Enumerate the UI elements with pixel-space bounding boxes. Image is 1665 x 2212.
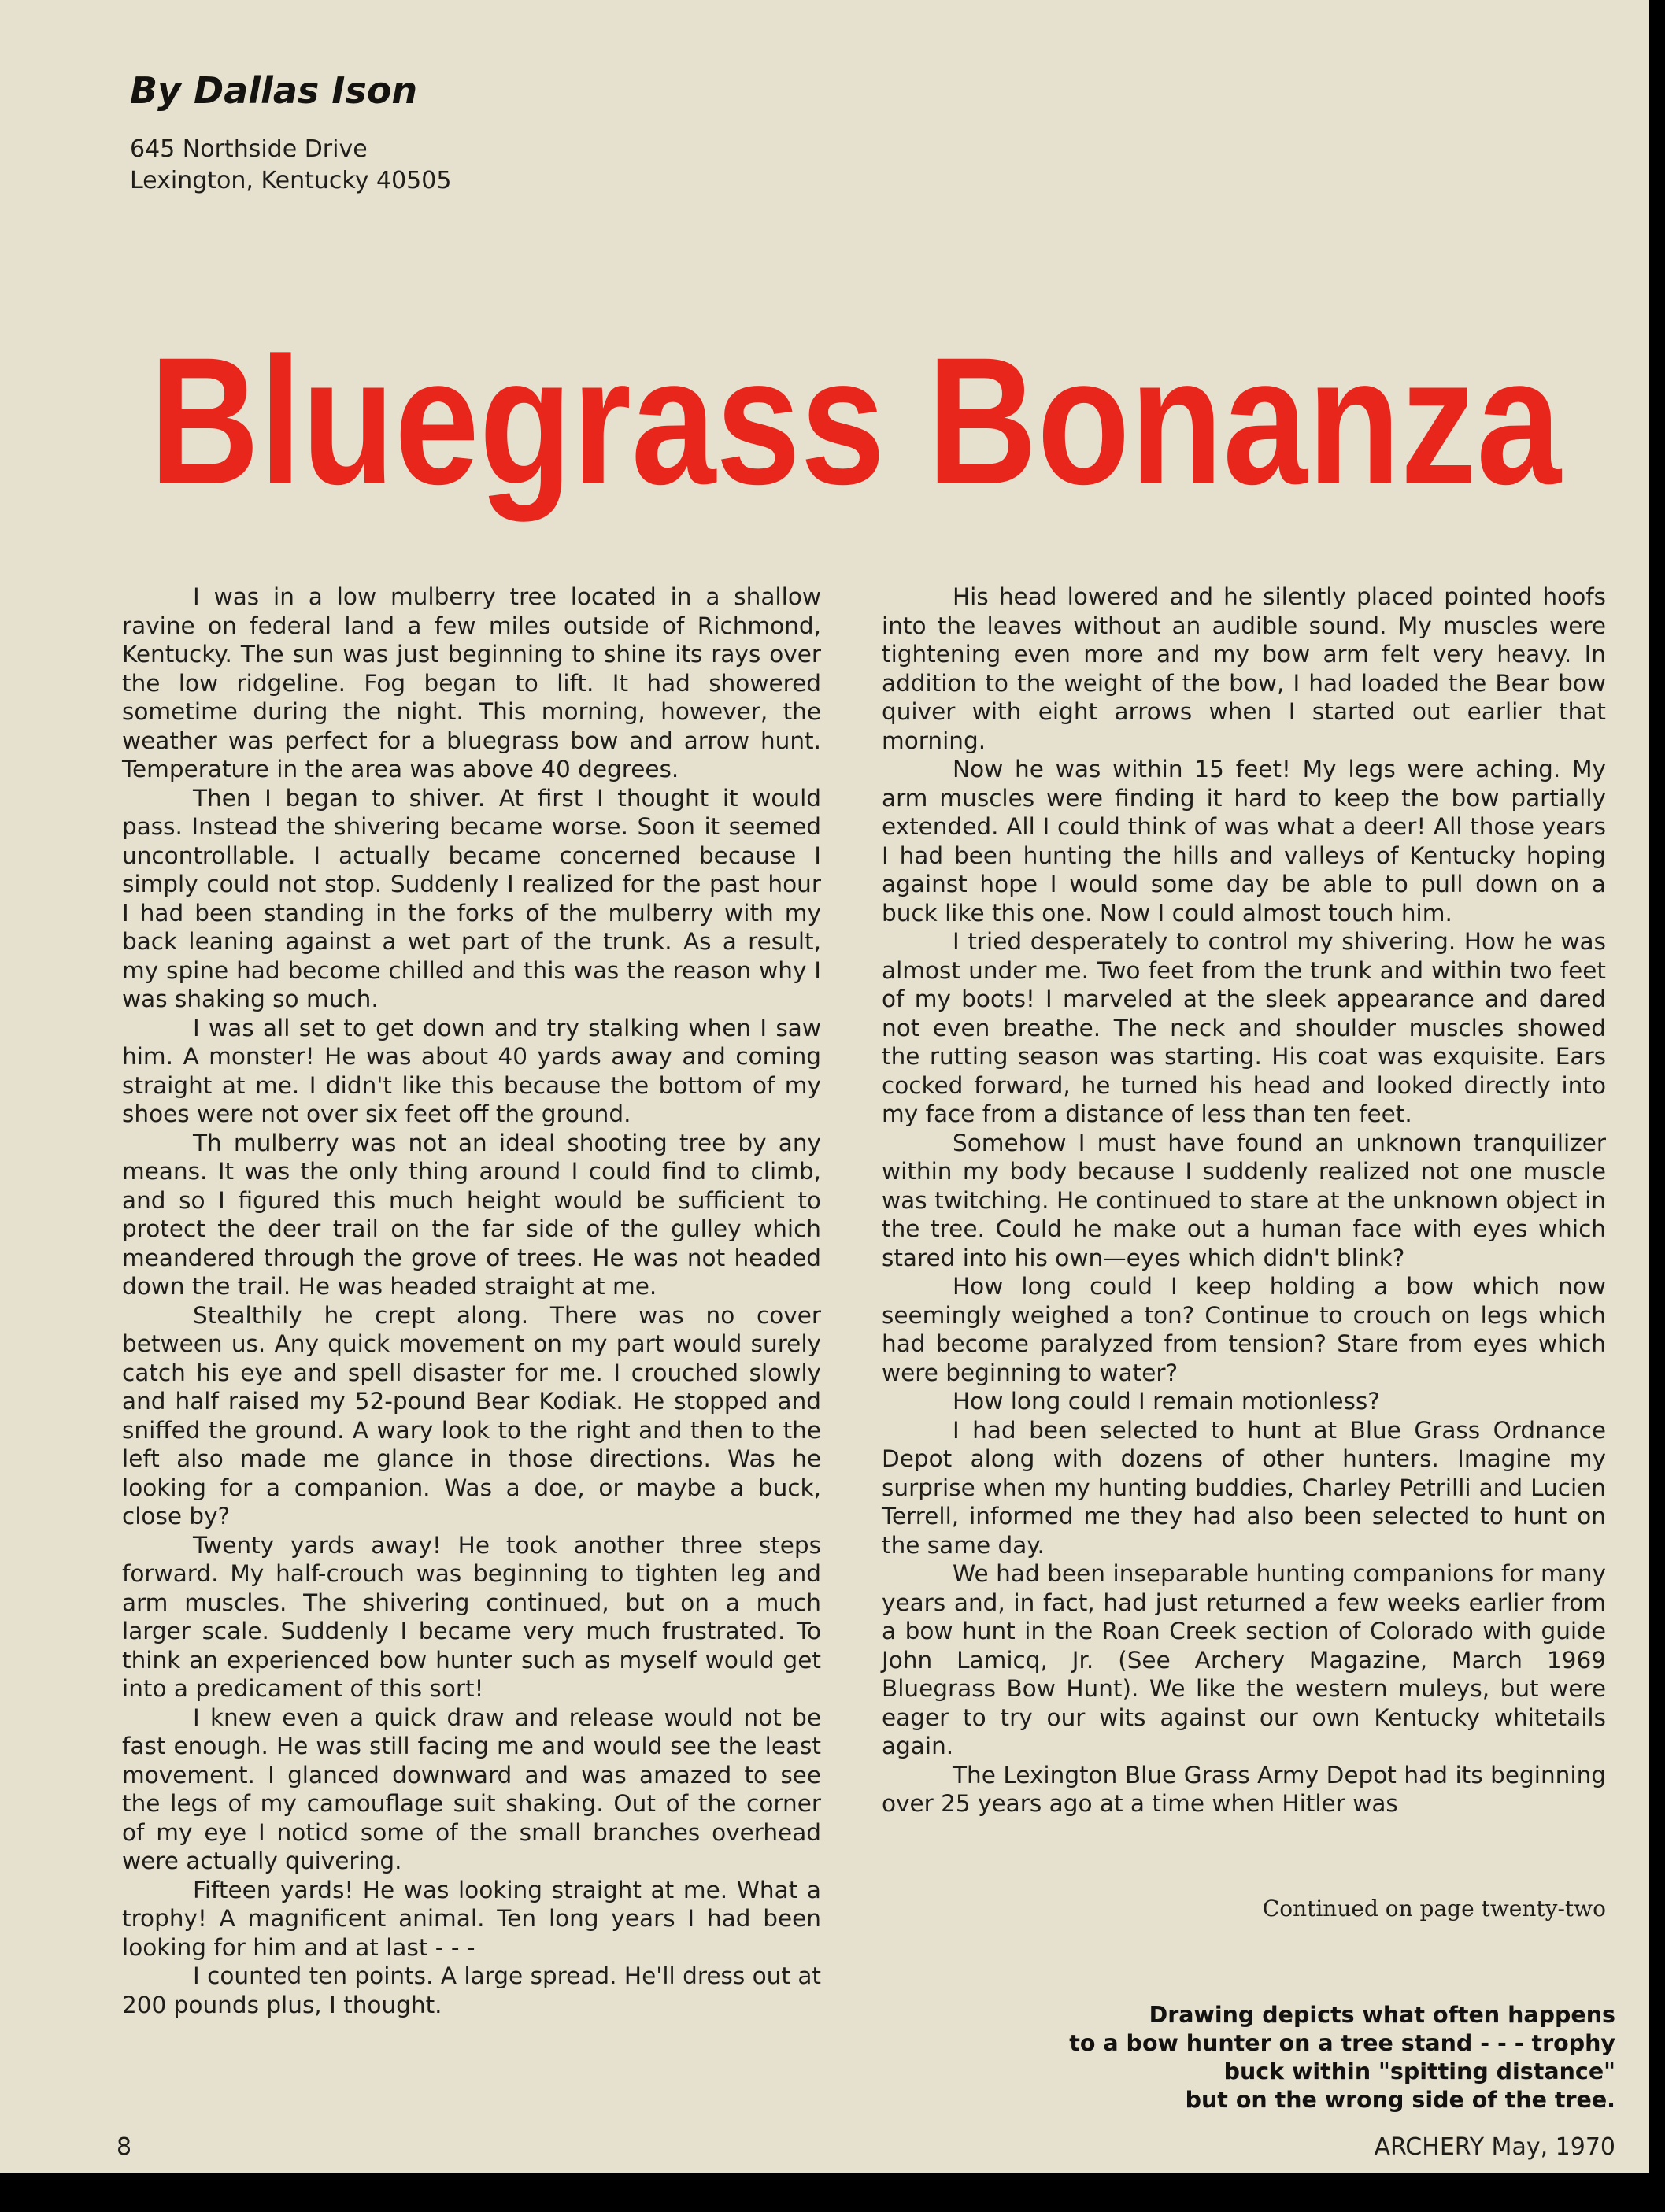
caption-line: to a bow hunter on a tree stand - - - trophy bbox=[1069, 2030, 1615, 2056]
article-paragraph: We had been inseparable hunting companions for many years and, in fact, had just returned a few weeks earlier from a bow hunt in the Roan Creek section of Colorado with guide John Lamicq, Jr. (See Archery Magazine, March 1969 Bluegrass Bow Hunt). We like the western muleys, but were eager to try our wits against our own Kentucky whitetails again. bbox=[882, 1560, 1606, 1759]
illustration-caption bbox=[976, 2001, 1615, 2114]
article-paragraph: I counted ten points. A large spread. He'll dress out at 200 pounds plus, I thought. bbox=[122, 1962, 821, 2018]
magazine-footer: ARCHERY May, 1970 bbox=[1374, 2133, 1615, 2161]
page-number: 8 bbox=[117, 2133, 132, 2161]
address-line: Lexington, Kentucky 40505 bbox=[130, 167, 452, 194]
article-paragraph: Fifteen yards! He was looking straight at me. What a trophy! A magnificent animal. Ten long years I had been looking for him and at last - - - bbox=[122, 1876, 821, 1961]
article-paragraph: I tried desperately to control my shivering. How he was almost under me. Two feet from the trunk and within two feet of my boots! I marveled at the sleek appearance and dared not even breathe. The neck and shoulder muscles showed the rutting season was starting. His coat was exquisite. Ears cocked forward, he turned his head and looked directly into my face from a distance of less than ten feet. bbox=[882, 928, 1606, 1127]
continued-note: Continued on page twenty-two bbox=[1262, 1896, 1606, 1922]
article-paragraph: I had been selected to hunt at Blue Grass Ordnance Depot along with dozens of other hunters. Imagine my surprise when my hunting buddies, Charley Petrilli and Lucien Terrell, informed me they had also been selected to hunt on the same day. bbox=[882, 1416, 1606, 1559]
caption-line: but on the wrong side of the tree. bbox=[1185, 2087, 1615, 2113]
article-column-right bbox=[882, 583, 1606, 1818]
article-headline: Bluegrass Bonanza bbox=[150, 320, 1561, 522]
article-column-left bbox=[122, 583, 821, 2019]
article-paragraph: How long could I keep holding a bow which now seemingly weighed a ton? Continue to crouch on legs which had become paralyzed from tension? Stare from eyes which were beginning to water? bbox=[882, 1273, 1606, 1386]
address-line: 645 Northside Drive bbox=[130, 135, 368, 163]
article-paragraph: Somehow I must have found an unknown tranquilizer within my body because I suddenly realized not one muscle was twitching. He continued to stare at the unknown object in the tree. Could he make out a human face with eyes which stared into his own—eyes which didn't blink? bbox=[882, 1129, 1606, 1271]
article-paragraph: Twenty yards away! He took another three steps forward. My half-crouch was beginning to tighten leg and arm muscles. The shivering continued, but on a much larger scale. Suddenly I became very much frustrated. To think an experienced bow hunter such as myself would get into a predicament of this sort! bbox=[122, 1531, 821, 1702]
author-byline: By Dallas Ison bbox=[130, 69, 418, 112]
article-paragraph: Then I began to shiver. At first I thought it would pass. Instead the shivering became worse. Soon it seemed uncontrollable. I actually became concerned because I simply could not stop. Suddenly I realized for the past hour I had been standing in the forks of the mulberry with my back leaning against a wet part of the trunk. As a result, my spine had become chilled and this was the reason why I was shaking so much. bbox=[122, 784, 821, 1012]
article-paragraph: I was all set to get down and try stalking when I saw him. A monster! He was about 40 yards away and coming straight at me. I didn't like this because the bottom of my shoes were not over six feet off the ground. bbox=[122, 1014, 821, 1127]
article-paragraph: His head lowered and he silently placed pointed hoofs into the leaves without an audible sound. My muscles were tightening even more and my bow arm felt very heavy. In addition to the weight of the bow, I had loaded the Bear bow quiver with eight arrows when I started out earlier that morning. bbox=[882, 583, 1606, 754]
article-paragraph: How long could I remain motionless? bbox=[953, 1388, 1380, 1415]
article-paragraph: I knew even a quick draw and release would not be fast enough. He was still facing me and would see the least movement. I glanced downward and was amazed to see the legs of my camouflage suit shaking. Out of the corner of my eye I noticd some of the small branches overhead were actually quivering. bbox=[122, 1703, 821, 1874]
caption-line: Drawing depicts what often happens bbox=[1149, 2002, 1615, 2028]
article-paragraph: Stealthily he crept along. There was no cover between us. Any quick movement on my part would surely catch his eye and spell disaster for me. I crouched slowly and half raised my 52-pound Bear Kodiak. He stopped and sniffed the ground. A wary look to the right and then to the left also made me glance in those directions. Was he looking for a companion. Was a doe, or maybe a buck, close by? bbox=[122, 1301, 821, 1530]
article-paragraph: Now he was within 15 feet! My legs were aching. My arm muscles were finding it hard to keep the bow partially extended. All I could think of was what a deer! All those years I had been hunting the hills and valleys of Kentucky hoping against hope I would some day be able to pull down on a buck like this one. Now I could almost touch him. bbox=[882, 756, 1606, 927]
article-paragraph: I was in a low mulberry tree located in a shallow ravine on federal land a few miles outside of Richmond, Kentucky. The sun was just beginning to shine its rays over the low ridgeline. Fog began to lift. It had showered sometime during the night. This morning, however, the weather was perfect for a bluegrass bow and arrow hunt. Temperature in the area was above 40 degrees. bbox=[122, 583, 821, 782]
author-address bbox=[130, 134, 451, 197]
article-paragraph: The Lexington Blue Grass Army Depot had its beginning over 25 years ago at a time when Hitler was bbox=[882, 1761, 1606, 1817]
caption-line: buck within "spitting distance" bbox=[1223, 2058, 1615, 2084]
article-paragraph: Th mulberry was not an ideal shooting tree by any means. It was the only thing around I could find to climb, and so I figured this much height would be sufficient to protect the deer trail on the far side of the gulley which meandered through the grove of trees. He was not headed down the trail. He was headed straight at me. bbox=[122, 1129, 821, 1300]
